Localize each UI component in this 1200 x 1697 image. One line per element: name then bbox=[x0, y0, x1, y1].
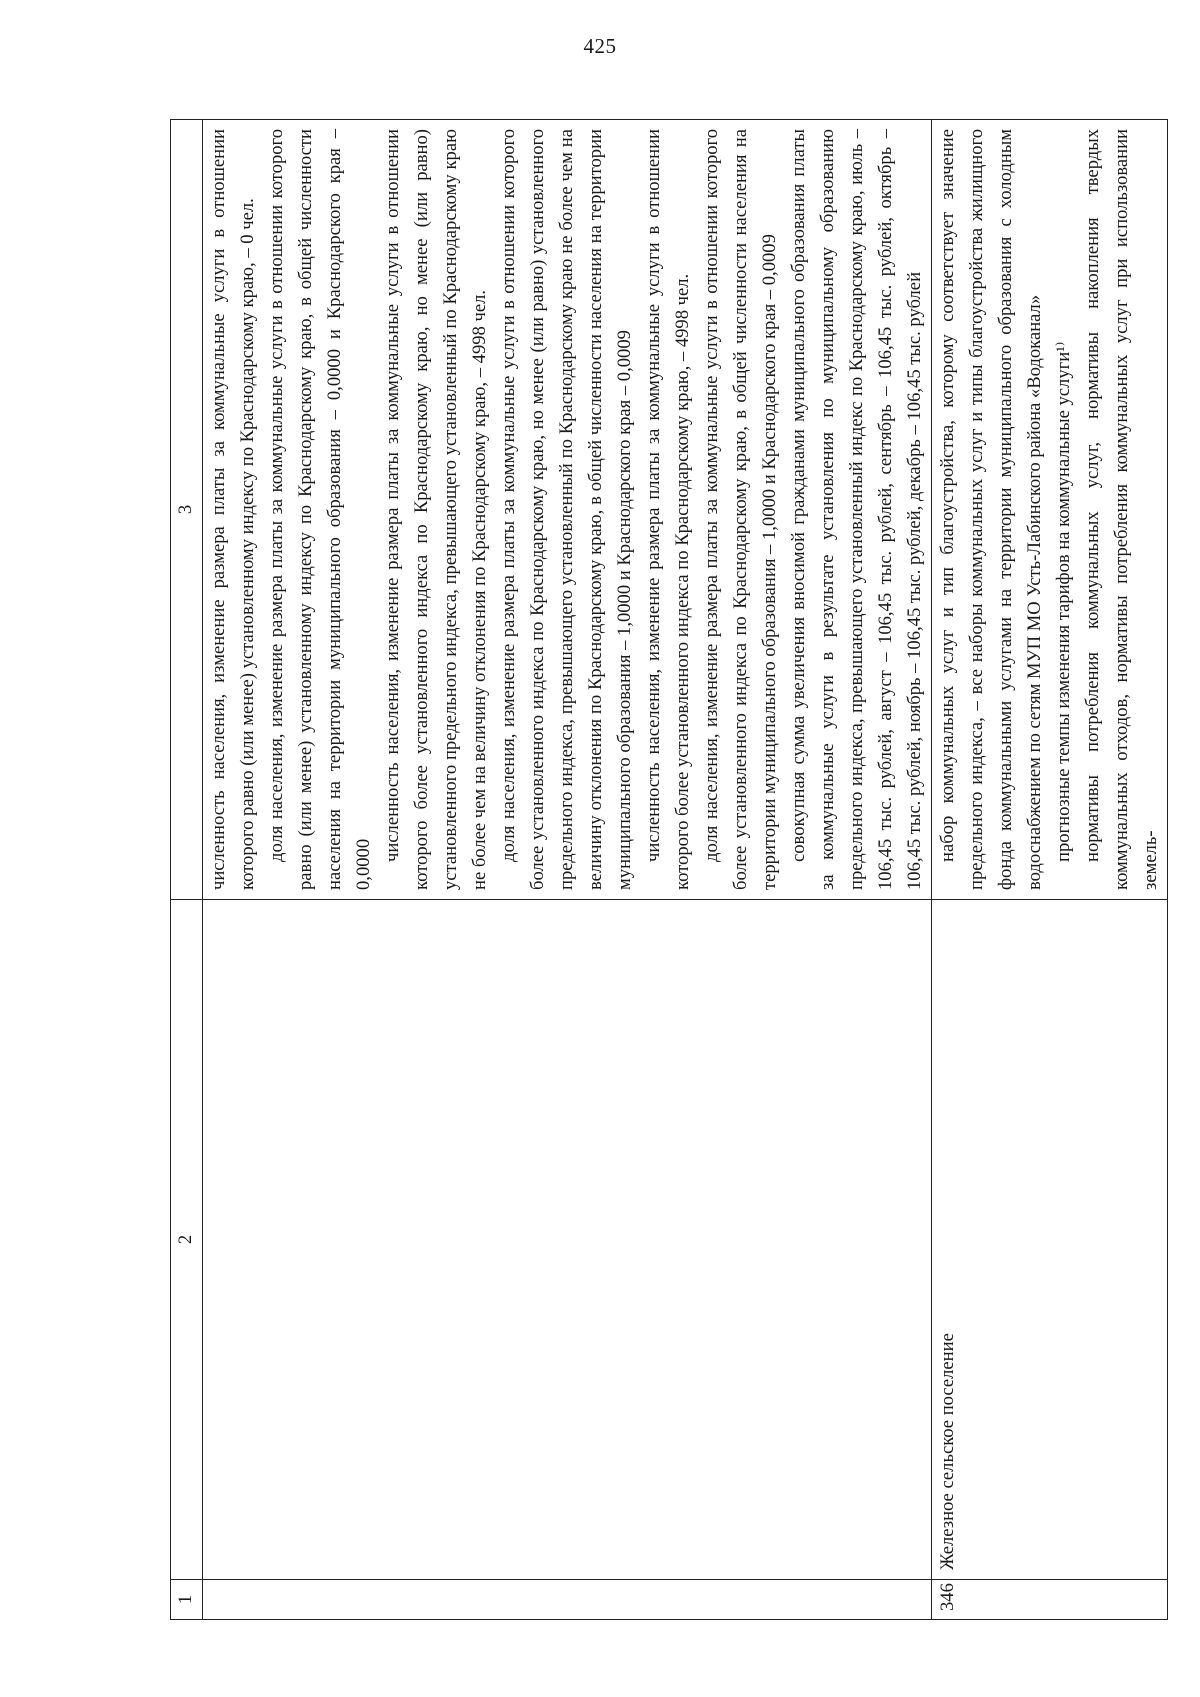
rotated-table-content bbox=[170, 120, 1161, 1620]
description-paragraph: численность населения, изменение размера платы за коммунальные услуги в отношении которого более установленного индекса по Краснодарскому краю, но менее (или равно) установленного предельного индекса, превышающего установленный по Краснодарскому краю не более чем на величину отклонения по Краснодарскому краю, – 4998 чел. bbox=[382, 129, 490, 890]
description-paragraph: доля населения, изменение размера платы за коммунальные услуги в отношении которого равно (или менее) установленному индексу по Краснодарскому краю, в общей численности населения на территории муниципального образования – 0,0000 и Краснодарского края – 0,0000 bbox=[266, 129, 374, 890]
row-name-cell: Железное сельское поселение bbox=[932, 900, 1168, 1580]
description-paragraph: доля населения, изменение размера платы за коммунальные услуги в отношении которого более установленного индекса по Краснодарскому краю, но менее (или равно) установленного предельного индекса, превышающего установленный по Краснодарскому краю не более чем на величину отклонения по Краснодарскому краю, в общей численности населения на территории муниципального образования – 1,0000 и Краснодарского края – 0,0009 bbox=[498, 129, 635, 890]
description-paragraph: численность населения, изменение размера платы за коммунальные услуги в отношении которого равно (или менее) установленному индексу по Краснодарскому краю, – 0 чел. bbox=[208, 129, 258, 890]
table-row bbox=[203, 120, 932, 1620]
table-header-row bbox=[171, 120, 203, 1620]
data-table bbox=[170, 119, 1168, 1620]
row-name-cell bbox=[203, 900, 932, 1580]
column-header-1: 1 bbox=[171, 1580, 203, 1620]
table-row bbox=[932, 120, 1168, 1620]
description-paragraph: совокупная сумма увеличения вносимой гражданами муниципального образования платы за коммунальные услуги в результате установления по муниципальному образованию предельного индекса, превышающего установленный индекс по Краснодарскому краю, июль – 106,45 тыс. рублей, август – 106,45 тыс. рублей, сентябрь – 106,45 тыс. рублей, октябрь – 106,45 тыс. рублей, ноябрь – 106,45 тыс. рублей, декабрь – 106,45 тыс. рублей bbox=[788, 129, 925, 890]
rotated-table-container bbox=[170, 120, 1161, 1620]
description-paragraph: доля населения, изменение размера платы за коммунальные услуги в отношении которого более установленного индекса по Краснодарскому краю, в общей численности населения на территории муниципального образования – 1,0000 и Краснодарского края – 0,0009 bbox=[701, 129, 780, 890]
row-description-cell bbox=[203, 120, 932, 900]
description-paragraph: нормативы потребления коммунальных услуг, нормативы накопления твердых коммунальных отходов, нормативы потребления коммунальных услуг при использовании земель- bbox=[1082, 129, 1161, 890]
description-paragraph: набор коммунальных услуг и тип благоустройства, которому соответствует значение предельного индекса, – все наборы коммунальных услуг и типы благоустройства жилищного фонда коммунальными услугами на территории муниципального образования с холодным водоснабжением по сетям МУП МО Усть-Лабинского района «Водоканал» bbox=[937, 129, 1045, 890]
row-description-cell bbox=[932, 120, 1168, 900]
description-paragraph: численность населения, изменение размера платы за коммунальные услуги в отношении которого более установленного индекса по Краснодарскому краю, – 4998 чел. bbox=[643, 129, 693, 890]
row-number-cell bbox=[203, 1580, 932, 1620]
column-header-2: 2 bbox=[171, 900, 203, 1580]
row-number-cell: 346 bbox=[932, 1580, 1168, 1620]
description-paragraph: прогнозные темпы изменения тарифов на коммунальные услуги¹⁾ bbox=[1053, 341, 1074, 862]
page-number: 425 bbox=[583, 34, 617, 58]
column-header-3: 3 bbox=[171, 120, 203, 900]
